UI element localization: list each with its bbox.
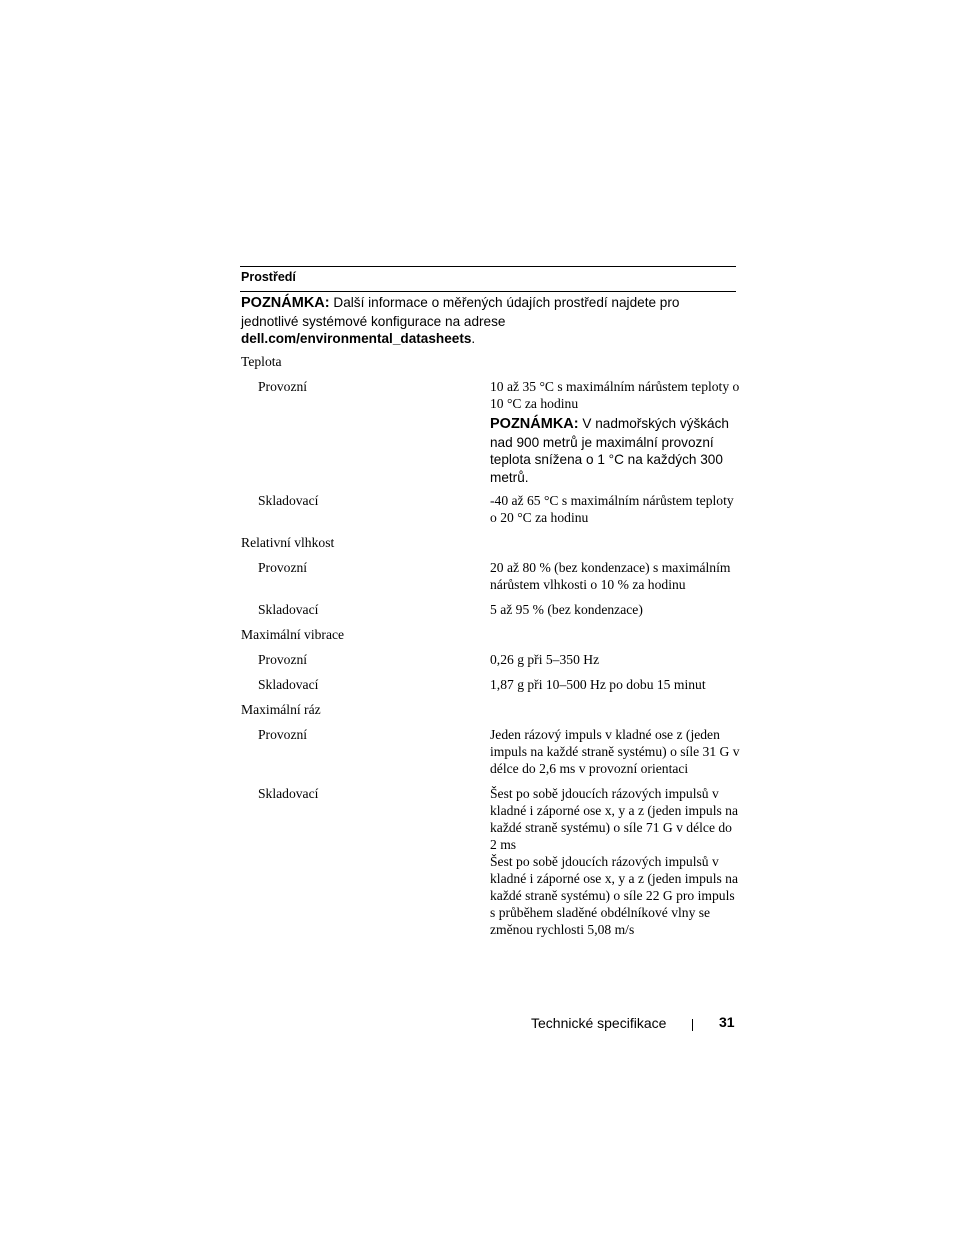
note-text: Další informace o měřených údajích prostředí najdete pro jednotlivé systémové konfigurace na adrese [241,295,680,329]
row-value-raz-skladovaci-1: Šest po sobě jdoucích rázových impulsů v kladné i záporné ose x, y a z (jeden impuls na každé straně systému) o síle 71 G v délce do 2 ms [490,786,738,852]
row-value-raz-provozni: Jeden rázový impuls v kladné ose z (jeden impuls na každé straně systému) o síle 31 G v délce do 2,6 ms v provozní orientaci [490,727,740,776]
table-top-rule [240,266,736,267]
category-raz: Maximální ráz [241,702,321,717]
note-block [241,294,731,348]
note-label: POZNÁMKA: [241,295,330,311]
row-label-vibrace-provozni: Provozní [258,652,308,667]
row-value-vibrace-skladovaci: 1,87 g při 10–500 Hz po dobu 15 minut [490,677,706,692]
row-label-vlhkost-provozni: Provozní [258,560,308,575]
row-label-raz-provozni: Provozní [258,727,308,742]
row-value-vlhkost-skladovaci: 5 až 95 % (bez kondenzace) [490,602,643,617]
footer-title: Technické specifikace [531,1015,667,1031]
row-value-teplota-provozni: 10 až 35 °C s maximálním nárůstem teploty o 10 °C za hodinu [490,379,740,411]
note-tail: . [471,331,476,346]
row-label-teplota-skladovaci: Skladovací [258,493,319,508]
row-value-teplota-skladovaci: -40 až 65 °C s maximálním nárůstem teploty o 20 °C za hodinu [490,493,734,525]
section-title: Prostředí [241,270,296,284]
row-label-raz-skladovaci: Skladovací [258,786,319,801]
row-label-teplota-provozni: Provozní [258,379,308,394]
page-number: 31 [719,1014,735,1030]
row-value-vlhkost-provozni: 20 až 80 % (bez kondenzace) s maximálním nárůstem vlhkosti o 10 % za hodinu [490,560,731,592]
operating-temp-note [490,415,740,486]
row-value-vibrace-provozni: 0,26 g při 5–350 Hz [490,652,600,667]
header-bottom-rule [240,291,736,292]
row-label-vibrace-skladovaci: Skladovací [258,677,319,692]
category-vlhkost: Relativní vlhkost [241,535,335,550]
row-label-vlhkost-skladovaci: Skladovací [258,602,319,617]
operating-temp-note-label: POZNÁMKA: [490,416,579,432]
operating-temp-note-text: V nadmořských výškách nad 900 metrů je maximální provozní teplota snížena o 1 °C na každých 300 metrů. [490,416,729,485]
datasheets-link[interactable]: dell.com/environmental_datasheets [241,331,472,346]
category-vibrace: Maximální vibrace [241,627,345,642]
footer-separator [692,1019,693,1031]
row-value-raz-skladovaci-2: Šest po sobě jdoucích rázových impulsů v kladné i záporné ose x, y a z (jeden impuls na každé straně systému) o síle 22 G pro impuls s průběhem sladěné obdélníkové vlny se změnou rychlosti 5,08 m/s [490,854,738,937]
category-teplota: Teplota [241,354,282,369]
